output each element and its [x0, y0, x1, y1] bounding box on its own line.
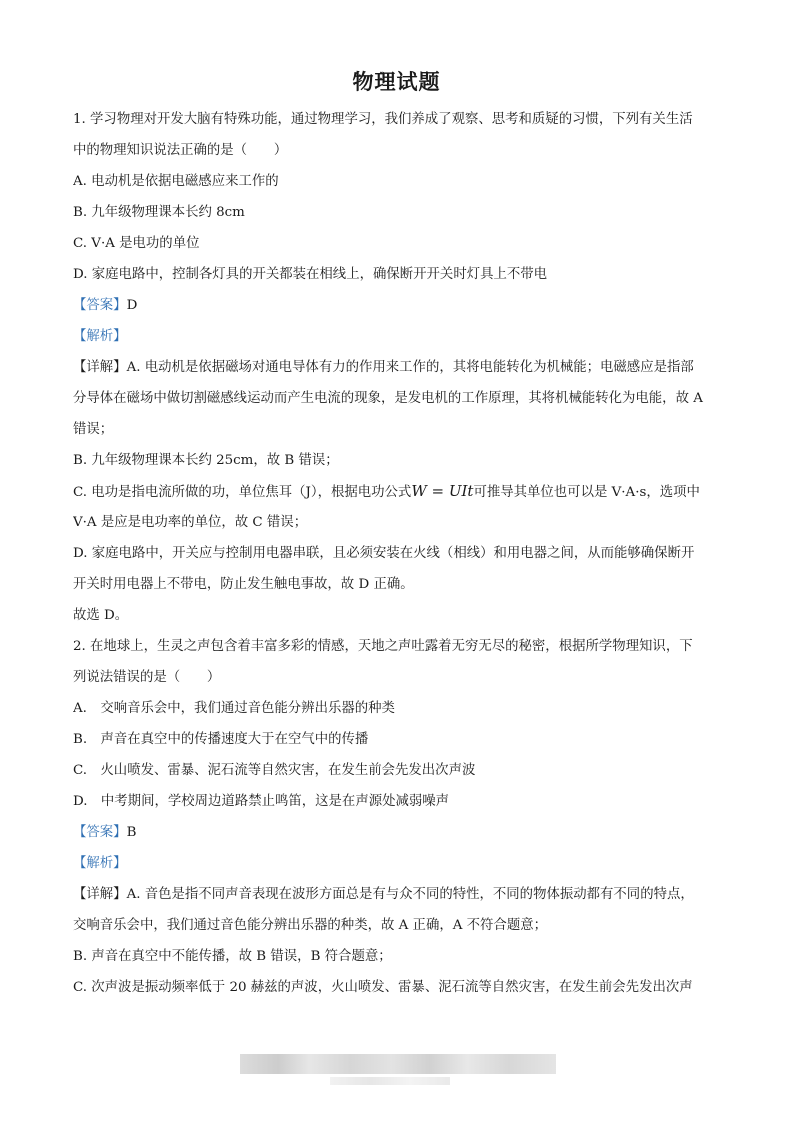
q1-detail-line-6: V·A 是应是电功率的单位，故 C 错误；	[73, 515, 308, 530]
q2-stem-line-1: 2. 在地球上，生灵之声包含着丰富多彩的情感，天地之声吐露着无穷无尽的秘密，根据所学物理知识，下	[73, 639, 693, 654]
detail-text-post: 可推导其单位也可以是 V·A·s，选项中	[473, 485, 700, 500]
detail-tag: 【详解】	[73, 360, 127, 375]
formula: W = UIt	[411, 482, 474, 500]
q1-detail-line-9: 故选 D。	[73, 608, 129, 623]
detail-text-pre: C. 电功是指电流所做的功，单位焦耳（J），根据电功公式	[73, 485, 412, 500]
q1-detail-line-8: 开关时用电器上不带电，防止发生触电事故，故 D 正确。	[73, 577, 414, 592]
q2-detail-line-2: 交响音乐会中，我们通过音色能分辨出乐器的种类，故 A 正确，A 不符合题意；	[73, 918, 547, 933]
q2-stem-line-2: 列说法错误的是（ ）	[73, 670, 221, 685]
document-body	[73, 104, 723, 1003]
q2-option-a: A. 交响音乐会中，我们通过音色能分辨出乐器的种类	[73, 701, 395, 716]
q1-detail-line-3: 错误；	[73, 422, 114, 437]
detail-text: A. 电动机是依据磁场对通电导体有力的作用来工作的，其将电能转化为机械能；电磁感应是指部	[126, 360, 694, 375]
q2-answer	[73, 817, 723, 848]
answer-value: D	[126, 298, 138, 313]
analysis-tag: 【解析】	[73, 856, 127, 871]
answer-tag: 【答案】	[73, 298, 127, 313]
q1-detail-line-7: D. 家庭电路中，开关应与控制用电器串联，且必须安装在火线（相线）和用电器之间，从而能够确保断开	[73, 546, 695, 561]
q2-option-b: B. 声音在真空中的传播速度大于在空气中的传播	[73, 732, 369, 747]
q1-stem-line-1: 1. 学习物理对开发大脑有特殊功能，通过物理学习，我们养成了观察、思考和质疑的习惯，下列有关生活	[73, 112, 693, 127]
q2-analysis	[73, 848, 723, 879]
detail-tag: 【详解】	[73, 887, 127, 902]
q1-detail-line-4: B. 九年级物理课本长约 25cm，故 B 错误；	[73, 453, 339, 468]
answer-value: B	[126, 825, 137, 840]
q2-detail-line-4: C. 次声波是振动频率低于 20 赫兹的声波，火山喷发、雷暴、泥石流等自然灾害，在发生前会先发出次声	[73, 980, 693, 995]
analysis-tag: 【解析】	[73, 329, 127, 344]
q2-option-d: D. 中考期间，学校周边道路禁止鸣笛，这是在声源处减弱噪声	[73, 794, 450, 809]
q1-detail-line-5	[73, 476, 723, 507]
q2-option-c: C. 火山喷发、雷暴、泥石流等自然灾害，在发生前会先发出次声波	[73, 763, 476, 778]
q1-stem-line-2: 中的物理知识说法正确的是（ ）	[73, 143, 288, 158]
q2-detail-line-1	[73, 879, 723, 910]
page-title: 物理试题	[352, 69, 441, 94]
q1-detail-line-1	[73, 352, 723, 383]
q1-option-a: A. 电动机是依据电磁感应来工作的	[73, 174, 279, 189]
q1-option-b: B. 九年级物理课本长约 8cm	[73, 205, 245, 220]
answer-tag: 【答案】	[73, 825, 127, 840]
q1-analysis	[73, 321, 723, 352]
blurred-footer-watermark-sub	[330, 1077, 450, 1085]
q2-detail-line-3: B. 声音在真空中不能传播，故 B 错误，B 符合题意；	[73, 949, 392, 964]
q1-answer	[73, 290, 723, 321]
detail-text: A. 音色是指不同声音表现在波形方面总是有与众不同的特性，不同的物体振动都有不同的特点，	[126, 887, 694, 902]
q1-detail-line-2: 分导体在磁场中做切割磁感线运动而产生电流的现象，是发电机的工作原理，其将机械能转化为电能，故 A	[73, 391, 703, 406]
blurred-footer-watermark	[240, 1054, 556, 1074]
q1-option-d: D. 家庭电路中，控制各灯具的开关都装在相线上，确保断开开关时灯具上不带电	[73, 267, 548, 282]
q1-option-c: C. V·A 是电功的单位	[73, 236, 200, 251]
